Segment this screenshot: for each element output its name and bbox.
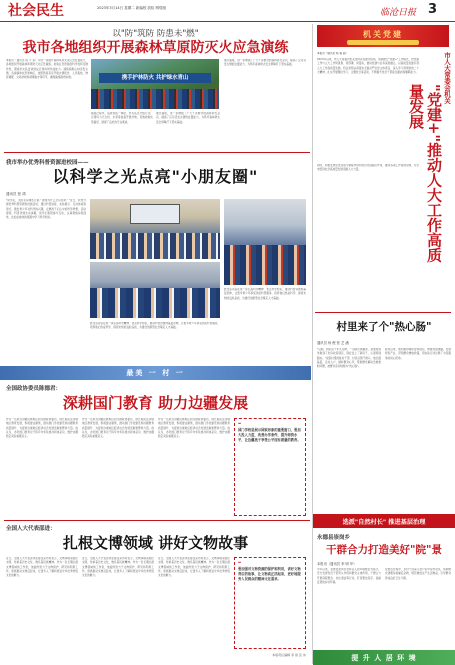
top-headline: 我市各地组织开展森林草原防灭火应急演练 <box>22 40 289 56</box>
party-byline: 本报讯（通讯员 杨 春 丽） <box>317 52 349 55</box>
party-kicker: 市人大常委会机关 <box>443 52 451 104</box>
party-banner-label: 机关党建 <box>363 30 403 39</box>
ns2-kicker: 全国人大代表邵进： <box>6 526 56 532</box>
national-story-2 <box>0 521 311 665</box>
party-banner-ribbon <box>347 40 419 45</box>
county-kicker: 永德县崇岗乡 <box>317 535 351 541</box>
science-headline: 以科学之光点亮"小朋友圈" <box>52 167 259 186</box>
ns1-kicker: 全国政协委员陈德君： <box>6 386 62 392</box>
divider <box>4 152 310 153</box>
village-headline: 村里来了个"热心肠" <box>336 321 432 333</box>
national-story-1 <box>0 380 311 520</box>
select-banner <box>313 514 455 528</box>
ns2-body-1: 近日，全国人大代表邵进在接受采访时表示，文物承载着灿烂文明，传承着历史文化，维系着民族精神。作为一名长期扎根文博领域的工作者，他始终致力于文物保护、研究和利用工作，积极推动文物活起来，让更多人了解和感受中华优秀传统文化的魅力。 <box>6 557 78 578</box>
drill-crowd <box>91 89 219 109</box>
fire-drill-photo <box>91 59 219 109</box>
students-row <box>90 288 220 318</box>
classroom-photo-3 <box>224 199 306 285</box>
paper-name: 临沧日报 <box>380 8 417 18</box>
party-body: 2023年以来，市人大常委会机关坚持以党建为统领，创新推行"党建+"工作模式，把党建工作与人大工作同谋划、同部署、同落实，推动党建与业务深度融合，以高质量党建引领人大工作高质量发展。机关党组认真落实全面从严治党主体责任，深入学习贯彻党的二十大精神，扎实开展理论学习、主题党日等活动，不断提升党员干部政治素质和履职能力。 <box>317 58 419 74</box>
page-number: 3 <box>428 2 438 17</box>
ns1-headline: 深耕国门教育 助力边疆发展 <box>62 394 249 412</box>
ns2-headline: 扎根文博领域 讲好文物故事 <box>62 534 249 552</box>
party-body-2: 同时，积极发挥党支部战斗堡垒作用和党员先锋模范作用，推动各项工作落地见效，为全市经济社会高质量发展贡献人大力量。 <box>317 164 419 172</box>
classroom-screen <box>130 204 180 224</box>
ns1-quote: 国门学校是展示国家形象的重要窗口，要加大投入力度，改善办学条件，提升师资水平，让边疆孩子享受公平而有质量的教育。 <box>238 428 301 442</box>
top-body-left: 本报讯（通讯员 陈 少 荣）为进一步提升森林草原火灾应急处置能力，各地组织开展森林草原防灭火应急演练，检验应急预案的科学性和可操作性，锻炼扑火队伍快速反应和协同作战能力。演练模拟山林突发火情，各参演单位迅速响应，按照预案有序开展火情报告、人员集结、物资调配、火场扑救和清理看守等环节，确保演练取得实效。 <box>6 59 88 80</box>
select-banner-label: 选派"自然村长" 推进基层治理 <box>342 519 426 526</box>
village-body: "以前，我家房子年久失修，一到雨天就漏水，是他帮我争取到了危房改造项目，现在住上了新房子，心里特别踏实。"说起村里的驻村干部，村民们赞不绝口。他扎根基层，走村入户，倾听群众心声，帮助群众解决急难愁盼问题，被群众亲切地称为"热心肠"。 <box>317 348 381 369</box>
county-body: 今年以来，永德县崇岗乡坚持以人居环境整治为抓手，充分发挥党员干部带头作用和群众主体作用，干群合力开展庭院整治、村庄清洁等行动，打造整洁有序、美丽宜居的乡村环境。 <box>317 568 381 584</box>
divider <box>315 312 451 313</box>
page-header <box>0 0 455 22</box>
science-body: "同学们，太阳系有哪些行星？地球为什么会有四季？"近日，我市开展优秀科普资源进校园活动，通过科普讲座、实验展示、互动体验等形式，激发青少年对科学的兴趣，点燃孩子们心中的科学梦想。活动现场，科普老师生动讲解，同学们积极参与互动，认真观察实验现象，在轻松愉快的氛围中学习科学知识。 <box>6 199 86 220</box>
section-title: 社会民生 <box>8 3 64 19</box>
top-kicker: 以"防"筑防 防患未"燃" <box>112 29 199 39</box>
science-story <box>0 154 311 366</box>
top-body-mid: 演练过程中，指挥部统一调度，扑火队员分组行动，运用风力灭火机、水泵等装备开展扑救，有效控制火势蔓延，展现了良好的专业素质。 <box>91 112 153 124</box>
ns1-quote-box <box>234 418 306 516</box>
county-headline: 干群合力打造美好"院"景 <box>326 544 442 556</box>
classroom-photo-1 <box>90 199 220 259</box>
ns2-quote: 要加强对文物资源的保护和利用，讲好文物背后的故事，让文物真正活起来，更好地服务人民群众的精神文化需求。 <box>238 567 301 581</box>
county-body-2: 在整治过程中，乡村干部深入农户家中宣传动员，帮助群众清理房前屋后杂物，规范堆放生产生活物品，引导群众养成良好卫生习惯。 <box>385 568 451 580</box>
ns1-quote-icon: ❝ <box>238 422 241 428</box>
date-info: 2023年3月14日 星期二 新编校 质检 网络版 <box>97 6 167 10</box>
village-body-2: 驻村以来，他积极协调资金和项目，修建村组道路，发展特色产业，带领群众增收致富，用实际行动诠释了为民服务的初心使命。 <box>385 348 451 360</box>
county-story <box>313 528 455 650</box>
ns2-body-3: 近日，全国人大代表邵进在接受采访时表示，文物承载着灿烂文明，传承着历史文化，维系着民族精神。作为一名长期扎根文博领域的工作者，他始终致力于文物保护、研究和利用工作，积极推动文物活起来，让更多人了解和感受中华优秀传统文化的魅力。 <box>158 557 230 578</box>
science-body-3: 此次活动旨在进一步弘扬科学精神、普及科学知识，推动科普资源向基层延伸，让更多青少年享受优质科普服务，培养他们热爱科学、探索未知的良好品质，为建设创新型社会奠定人才基础。 <box>224 288 306 300</box>
top-body-right: 通过演练，进一步增强了广大干部群众的森林防火意识，提高了应对突发火情的处置能力，为筑牢森林防火安全屏障打下坚实基础。 <box>224 59 306 67</box>
science-body-2: 此次活动旨在进一步弘扬科学精神、普及科学知识，推动科普资源向基层延伸，让更多青少年享受优质科普服务，培养他们热爱科学、探索未知的良好品质，为建设创新型社会奠定人才基础。 <box>90 322 220 330</box>
top-body-mid-2: 通过演练，进一步增强了广大干部群众的森林防火意识，提高了应对突发火情的处置能力，为筑牢森林防火安全屏障打下坚实基础。 <box>156 112 220 124</box>
county-byline: 本报讯（通讯员 李 明 华） <box>317 562 357 566</box>
top-story <box>0 22 311 154</box>
ns1-body-3: 作为一名来自边疆民族地区的全国政协委员，他长期关注边境地区教育发展，积极建言献策，推动国门学校建设和边疆教育质量提升，为促进边境地区经济社会发展贡献智慧和力量。他认为，办好国门教育对于铸牢中华民族共同体意识、维护边疆稳定具有重要意义。 <box>158 418 230 439</box>
classroom-photo-2 <box>90 262 220 318</box>
fire-drill-banner: 携手护林防火 共护绿水青山 <box>99 73 211 83</box>
section-strip <box>0 366 311 380</box>
ns2-body-2: 近日，全国人大代表邵进在接受采访时表示，文物承载着灿烂文明，传承着历史文化，维系着民族精神。作为一名长期扎根文博领域的工作者，他始终致力于文物保护、研究和利用工作，积极推动文物活起来，让更多人了解和感受中华优秀传统文化的魅力。 <box>82 557 154 578</box>
editor-footer: 本版责任编辑 李 艳 张 伟 <box>272 653 306 657</box>
village-story <box>313 314 455 514</box>
party-building-story <box>313 22 455 322</box>
party-banner <box>317 25 449 47</box>
ns1-body-2: 作为一名来自边疆民族地区的全国政协委员，他长期关注边境地区教育发展，积极建言献策，推动国门学校建设和边疆教育质量提升，为促进边境地区经济社会发展贡献智慧和力量。他认为，办好国门教育对于铸牢中华民族共同体意识、维护边疆稳定具有重要意义。 <box>82 418 154 439</box>
ns2-quote-icon: ❝ <box>238 561 241 567</box>
students <box>90 233 220 259</box>
village-byline: 通讯员 杨 俊 张 艺 涵 <box>317 341 349 345</box>
science-byline: 通讯员 张 鸿 <box>6 192 26 196</box>
science-subhead: 我市举办优秀科普资源进校园—— <box>6 160 89 166</box>
students-group <box>224 245 306 285</box>
ns1-body-1: 作为一名来自边疆民族地区的全国政协委员，他长期关注边境地区教育发展，积极建言献策，推动国门学校建设和边疆教育质量提升，为促进边境地区经济社会发展贡献智慧和力量。他认为，办好国门教育对于铸牢中华民族共同体意识、维护边疆稳定具有重要意义。 <box>6 418 78 439</box>
party-headline: "党建+"推动人大工作高质量发展 <box>407 84 443 263</box>
bottom-banner <box>313 650 455 665</box>
ns2-quote-box <box>234 557 306 649</box>
strip-label: 最美 一 村 一 <box>126 369 185 377</box>
bottom-banner-label: 提 升 人 居 环 境 <box>351 654 417 662</box>
